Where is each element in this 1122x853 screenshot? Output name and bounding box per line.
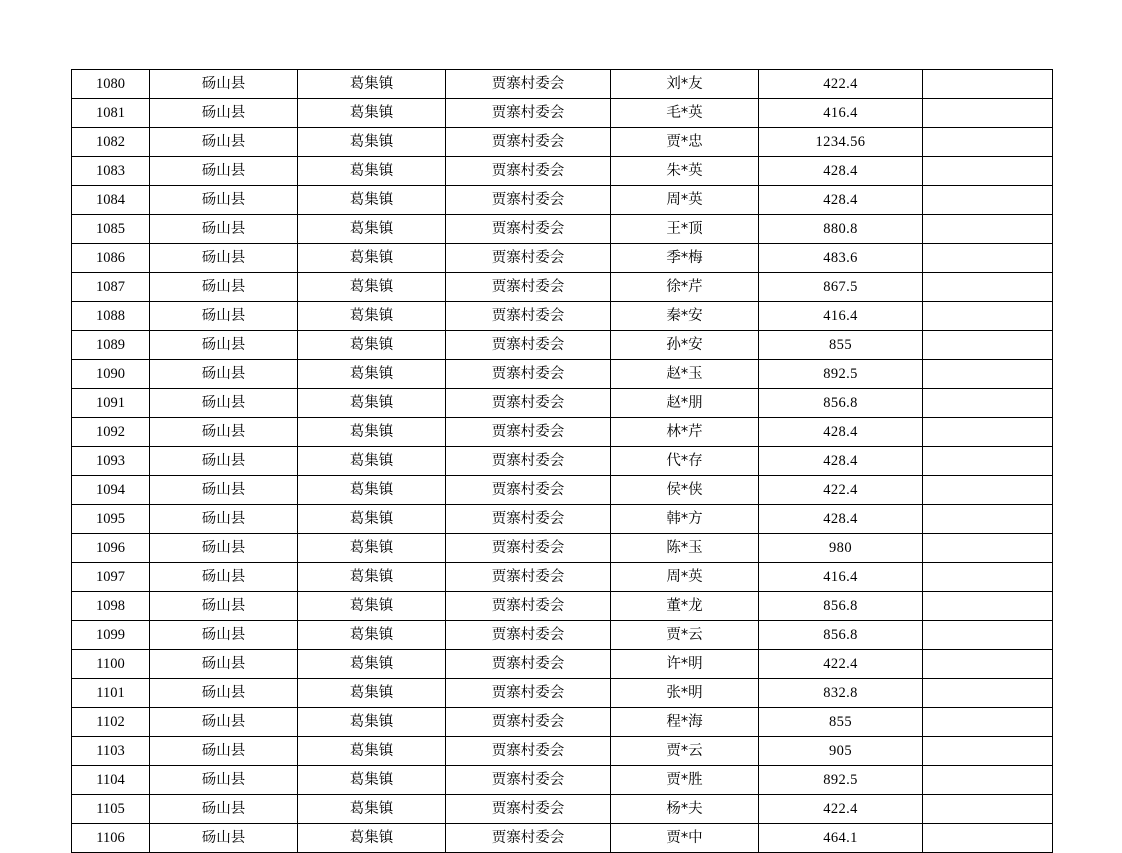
- cell-remark: [923, 679, 1053, 708]
- cell-remark: [923, 302, 1053, 331]
- cell-township: 葛集镇: [298, 70, 446, 99]
- data-table: [71, 69, 1053, 853]
- cell-village-committee: 贾寨村委会: [446, 273, 611, 302]
- table-row: [72, 476, 1053, 505]
- cell-amount: 483.6: [759, 244, 923, 273]
- cell-township: 葛集镇: [298, 447, 446, 476]
- cell-township: 葛集镇: [298, 302, 446, 331]
- cell-row-index: 1100: [72, 650, 150, 679]
- cell-county: 砀山县: [150, 505, 298, 534]
- cell-village-committee: 贾寨村委会: [446, 795, 611, 824]
- cell-name: 孙*安: [611, 331, 759, 360]
- cell-amount: 892.5: [759, 360, 923, 389]
- cell-row-index: 1086: [72, 244, 150, 273]
- cell-name: 周*英: [611, 563, 759, 592]
- cell-name: 徐*芹: [611, 273, 759, 302]
- cell-name: 赵*玉: [611, 360, 759, 389]
- cell-remark: [923, 244, 1053, 273]
- cell-village-committee: 贾寨村委会: [446, 157, 611, 186]
- cell-remark: [923, 737, 1053, 766]
- cell-row-index: 1091: [72, 389, 150, 418]
- cell-village-committee: 贾寨村委会: [446, 534, 611, 563]
- cell-amount: 422.4: [759, 476, 923, 505]
- cell-township: 葛集镇: [298, 650, 446, 679]
- cell-village-committee: 贾寨村委会: [446, 621, 611, 650]
- cell-village-committee: 贾寨村委会: [446, 447, 611, 476]
- table-row: [72, 534, 1053, 563]
- table-row: [72, 766, 1053, 795]
- cell-county: 砀山县: [150, 447, 298, 476]
- cell-township: 葛集镇: [298, 128, 446, 157]
- cell-township: 葛集镇: [298, 563, 446, 592]
- cell-row-index: 1106: [72, 824, 150, 853]
- cell-remark: [923, 563, 1053, 592]
- cell-row-index: 1103: [72, 737, 150, 766]
- cell-amount: 428.4: [759, 447, 923, 476]
- cell-village-committee: 贾寨村委会: [446, 418, 611, 447]
- cell-county: 砀山县: [150, 186, 298, 215]
- cell-village-committee: 贾寨村委会: [446, 737, 611, 766]
- cell-name: 陈*玉: [611, 534, 759, 563]
- cell-amount: 422.4: [759, 650, 923, 679]
- cell-name: 赵*朋: [611, 389, 759, 418]
- cell-county: 砀山县: [150, 273, 298, 302]
- cell-township: 葛集镇: [298, 592, 446, 621]
- cell-remark: [923, 795, 1053, 824]
- cell-name: 代*存: [611, 447, 759, 476]
- cell-amount: 428.4: [759, 418, 923, 447]
- cell-amount: 855: [759, 331, 923, 360]
- cell-row-index: 1102: [72, 708, 150, 737]
- cell-name: 王*顶: [611, 215, 759, 244]
- cell-name: 刘*友: [611, 70, 759, 99]
- cell-township: 葛集镇: [298, 186, 446, 215]
- table-row: [72, 215, 1053, 244]
- cell-name: 韩*方: [611, 505, 759, 534]
- cell-amount: 856.8: [759, 592, 923, 621]
- cell-row-index: 1105: [72, 795, 150, 824]
- cell-village-committee: 贾寨村委会: [446, 592, 611, 621]
- cell-name: 董*龙: [611, 592, 759, 621]
- cell-village-committee: 贾寨村委会: [446, 99, 611, 128]
- cell-remark: [923, 418, 1053, 447]
- cell-name: 张*明: [611, 679, 759, 708]
- cell-township: 葛集镇: [298, 157, 446, 186]
- cell-amount: 1234.56: [759, 128, 923, 157]
- cell-remark: [923, 273, 1053, 302]
- cell-remark: [923, 592, 1053, 621]
- table-row: [72, 99, 1053, 128]
- cell-township: 葛集镇: [298, 766, 446, 795]
- cell-county: 砀山县: [150, 331, 298, 360]
- cell-amount: 416.4: [759, 302, 923, 331]
- cell-township: 葛集镇: [298, 215, 446, 244]
- cell-remark: [923, 99, 1053, 128]
- cell-village-committee: 贾寨村委会: [446, 766, 611, 795]
- cell-amount: 422.4: [759, 70, 923, 99]
- cell-village-committee: 贾寨村委会: [446, 215, 611, 244]
- cell-remark: [923, 331, 1053, 360]
- cell-village-committee: 贾寨村委会: [446, 70, 611, 99]
- cell-county: 砀山县: [150, 128, 298, 157]
- cell-row-index: 1090: [72, 360, 150, 389]
- cell-township: 葛集镇: [298, 389, 446, 418]
- cell-township: 葛集镇: [298, 99, 446, 128]
- cell-row-index: 1085: [72, 215, 150, 244]
- cell-township: 葛集镇: [298, 708, 446, 737]
- table-row: [72, 621, 1053, 650]
- cell-remark: [923, 766, 1053, 795]
- cell-row-index: 1096: [72, 534, 150, 563]
- cell-county: 砀山县: [150, 418, 298, 447]
- cell-township: 葛集镇: [298, 737, 446, 766]
- table-row: [72, 679, 1053, 708]
- cell-amount: 428.4: [759, 186, 923, 215]
- cell-remark: [923, 650, 1053, 679]
- cell-village-committee: 贾寨村委会: [446, 679, 611, 708]
- cell-amount: 855: [759, 708, 923, 737]
- cell-name: 林*芹: [611, 418, 759, 447]
- cell-remark: [923, 186, 1053, 215]
- cell-village-committee: 贾寨村委会: [446, 824, 611, 853]
- cell-county: 砀山县: [150, 621, 298, 650]
- cell-amount: 422.4: [759, 795, 923, 824]
- table-row: [72, 157, 1053, 186]
- cell-amount: 428.4: [759, 157, 923, 186]
- cell-county: 砀山县: [150, 215, 298, 244]
- cell-name: 贾*云: [611, 737, 759, 766]
- cell-row-index: 1099: [72, 621, 150, 650]
- table-row: [72, 389, 1053, 418]
- cell-row-index: 1084: [72, 186, 150, 215]
- table-row: [72, 737, 1053, 766]
- cell-remark: [923, 476, 1053, 505]
- cell-township: 葛集镇: [298, 418, 446, 447]
- cell-amount: 980: [759, 534, 923, 563]
- cell-county: 砀山县: [150, 795, 298, 824]
- cell-remark: [923, 389, 1053, 418]
- cell-county: 砀山县: [150, 99, 298, 128]
- cell-township: 葛集镇: [298, 505, 446, 534]
- cell-amount: 880.8: [759, 215, 923, 244]
- cell-amount: 856.8: [759, 389, 923, 418]
- table-row: [72, 447, 1053, 476]
- table-row: [72, 708, 1053, 737]
- table-row: [72, 650, 1053, 679]
- cell-row-index: 1089: [72, 331, 150, 360]
- cell-village-committee: 贾寨村委会: [446, 563, 611, 592]
- cell-name: 朱*英: [611, 157, 759, 186]
- cell-row-index: 1088: [72, 302, 150, 331]
- cell-township: 葛集镇: [298, 244, 446, 273]
- table-row: [72, 273, 1053, 302]
- cell-township: 葛集镇: [298, 476, 446, 505]
- table-row: [72, 244, 1053, 273]
- table-row: [72, 186, 1053, 215]
- data-table-container: [71, 69, 1052, 853]
- table-row: [72, 128, 1053, 157]
- cell-name: 程*海: [611, 708, 759, 737]
- cell-row-index: 1093: [72, 447, 150, 476]
- cell-village-committee: 贾寨村委会: [446, 186, 611, 215]
- cell-remark: [923, 447, 1053, 476]
- cell-remark: [923, 824, 1053, 853]
- cell-county: 砀山县: [150, 708, 298, 737]
- cell-village-committee: 贾寨村委会: [446, 302, 611, 331]
- cell-amount: 832.8: [759, 679, 923, 708]
- cell-village-committee: 贾寨村委会: [446, 128, 611, 157]
- cell-amount: 905: [759, 737, 923, 766]
- cell-amount: 856.8: [759, 621, 923, 650]
- cell-village-committee: 贾寨村委会: [446, 331, 611, 360]
- cell-remark: [923, 157, 1053, 186]
- cell-county: 砀山县: [150, 302, 298, 331]
- cell-row-index: 1083: [72, 157, 150, 186]
- table-row: [72, 592, 1053, 621]
- cell-row-index: 1098: [72, 592, 150, 621]
- cell-remark: [923, 708, 1053, 737]
- cell-amount: 416.4: [759, 99, 923, 128]
- cell-row-index: 1080: [72, 70, 150, 99]
- data-table-body: [72, 70, 1053, 853]
- table-row: [72, 302, 1053, 331]
- cell-remark: [923, 534, 1053, 563]
- cell-row-index: 1081: [72, 99, 150, 128]
- cell-village-committee: 贾寨村委会: [446, 360, 611, 389]
- cell-amount: 464.1: [759, 824, 923, 853]
- cell-village-committee: 贾寨村委会: [446, 708, 611, 737]
- cell-row-index: 1082: [72, 128, 150, 157]
- cell-remark: [923, 621, 1053, 650]
- cell-row-index: 1097: [72, 563, 150, 592]
- table-row: [72, 824, 1053, 853]
- cell-name: 侯*侠: [611, 476, 759, 505]
- cell-township: 葛集镇: [298, 360, 446, 389]
- cell-name: 周*英: [611, 186, 759, 215]
- cell-township: 葛集镇: [298, 621, 446, 650]
- cell-village-committee: 贾寨村委会: [446, 476, 611, 505]
- cell-village-committee: 贾寨村委会: [446, 244, 611, 273]
- cell-township: 葛集镇: [298, 679, 446, 708]
- cell-county: 砀山县: [150, 650, 298, 679]
- cell-name: 毛*英: [611, 99, 759, 128]
- table-row: [72, 331, 1053, 360]
- cell-amount: 428.4: [759, 505, 923, 534]
- cell-row-index: 1087: [72, 273, 150, 302]
- cell-remark: [923, 215, 1053, 244]
- table-row: [72, 360, 1053, 389]
- cell-name: 贾*云: [611, 621, 759, 650]
- cell-township: 葛集镇: [298, 534, 446, 563]
- cell-county: 砀山县: [150, 534, 298, 563]
- cell-township: 葛集镇: [298, 273, 446, 302]
- cell-name: 贾*胜: [611, 766, 759, 795]
- cell-amount: 892.5: [759, 766, 923, 795]
- cell-village-committee: 贾寨村委会: [446, 650, 611, 679]
- cell-township: 葛集镇: [298, 824, 446, 853]
- cell-row-index: 1092: [72, 418, 150, 447]
- cell-amount: 416.4: [759, 563, 923, 592]
- cell-name: 许*明: [611, 650, 759, 679]
- cell-name: 季*梅: [611, 244, 759, 273]
- cell-village-committee: 贾寨村委会: [446, 505, 611, 534]
- table-row: [72, 70, 1053, 99]
- cell-name: 贾*中: [611, 824, 759, 853]
- cell-remark: [923, 505, 1053, 534]
- cell-county: 砀山县: [150, 360, 298, 389]
- cell-name: 贾*忠: [611, 128, 759, 157]
- table-row: [72, 563, 1053, 592]
- cell-village-committee: 贾寨村委会: [446, 389, 611, 418]
- cell-county: 砀山县: [150, 592, 298, 621]
- cell-row-index: 1095: [72, 505, 150, 534]
- cell-county: 砀山县: [150, 766, 298, 795]
- cell-amount: 867.5: [759, 273, 923, 302]
- cell-township: 葛集镇: [298, 795, 446, 824]
- cell-county: 砀山县: [150, 824, 298, 853]
- cell-remark: [923, 128, 1053, 157]
- table-row: [72, 795, 1053, 824]
- cell-county: 砀山县: [150, 70, 298, 99]
- cell-remark: [923, 360, 1053, 389]
- cell-county: 砀山县: [150, 476, 298, 505]
- table-row: [72, 505, 1053, 534]
- cell-county: 砀山县: [150, 389, 298, 418]
- cell-row-index: 1094: [72, 476, 150, 505]
- cell-county: 砀山县: [150, 244, 298, 273]
- cell-county: 砀山县: [150, 157, 298, 186]
- cell-name: 秦*安: [611, 302, 759, 331]
- cell-name: 杨*夫: [611, 795, 759, 824]
- cell-county: 砀山县: [150, 563, 298, 592]
- table-row: [72, 418, 1053, 447]
- cell-row-index: 1101: [72, 679, 150, 708]
- cell-county: 砀山县: [150, 679, 298, 708]
- cell-township: 葛集镇: [298, 331, 446, 360]
- cell-row-index: 1104: [72, 766, 150, 795]
- cell-county: 砀山县: [150, 737, 298, 766]
- cell-remark: [923, 70, 1053, 99]
